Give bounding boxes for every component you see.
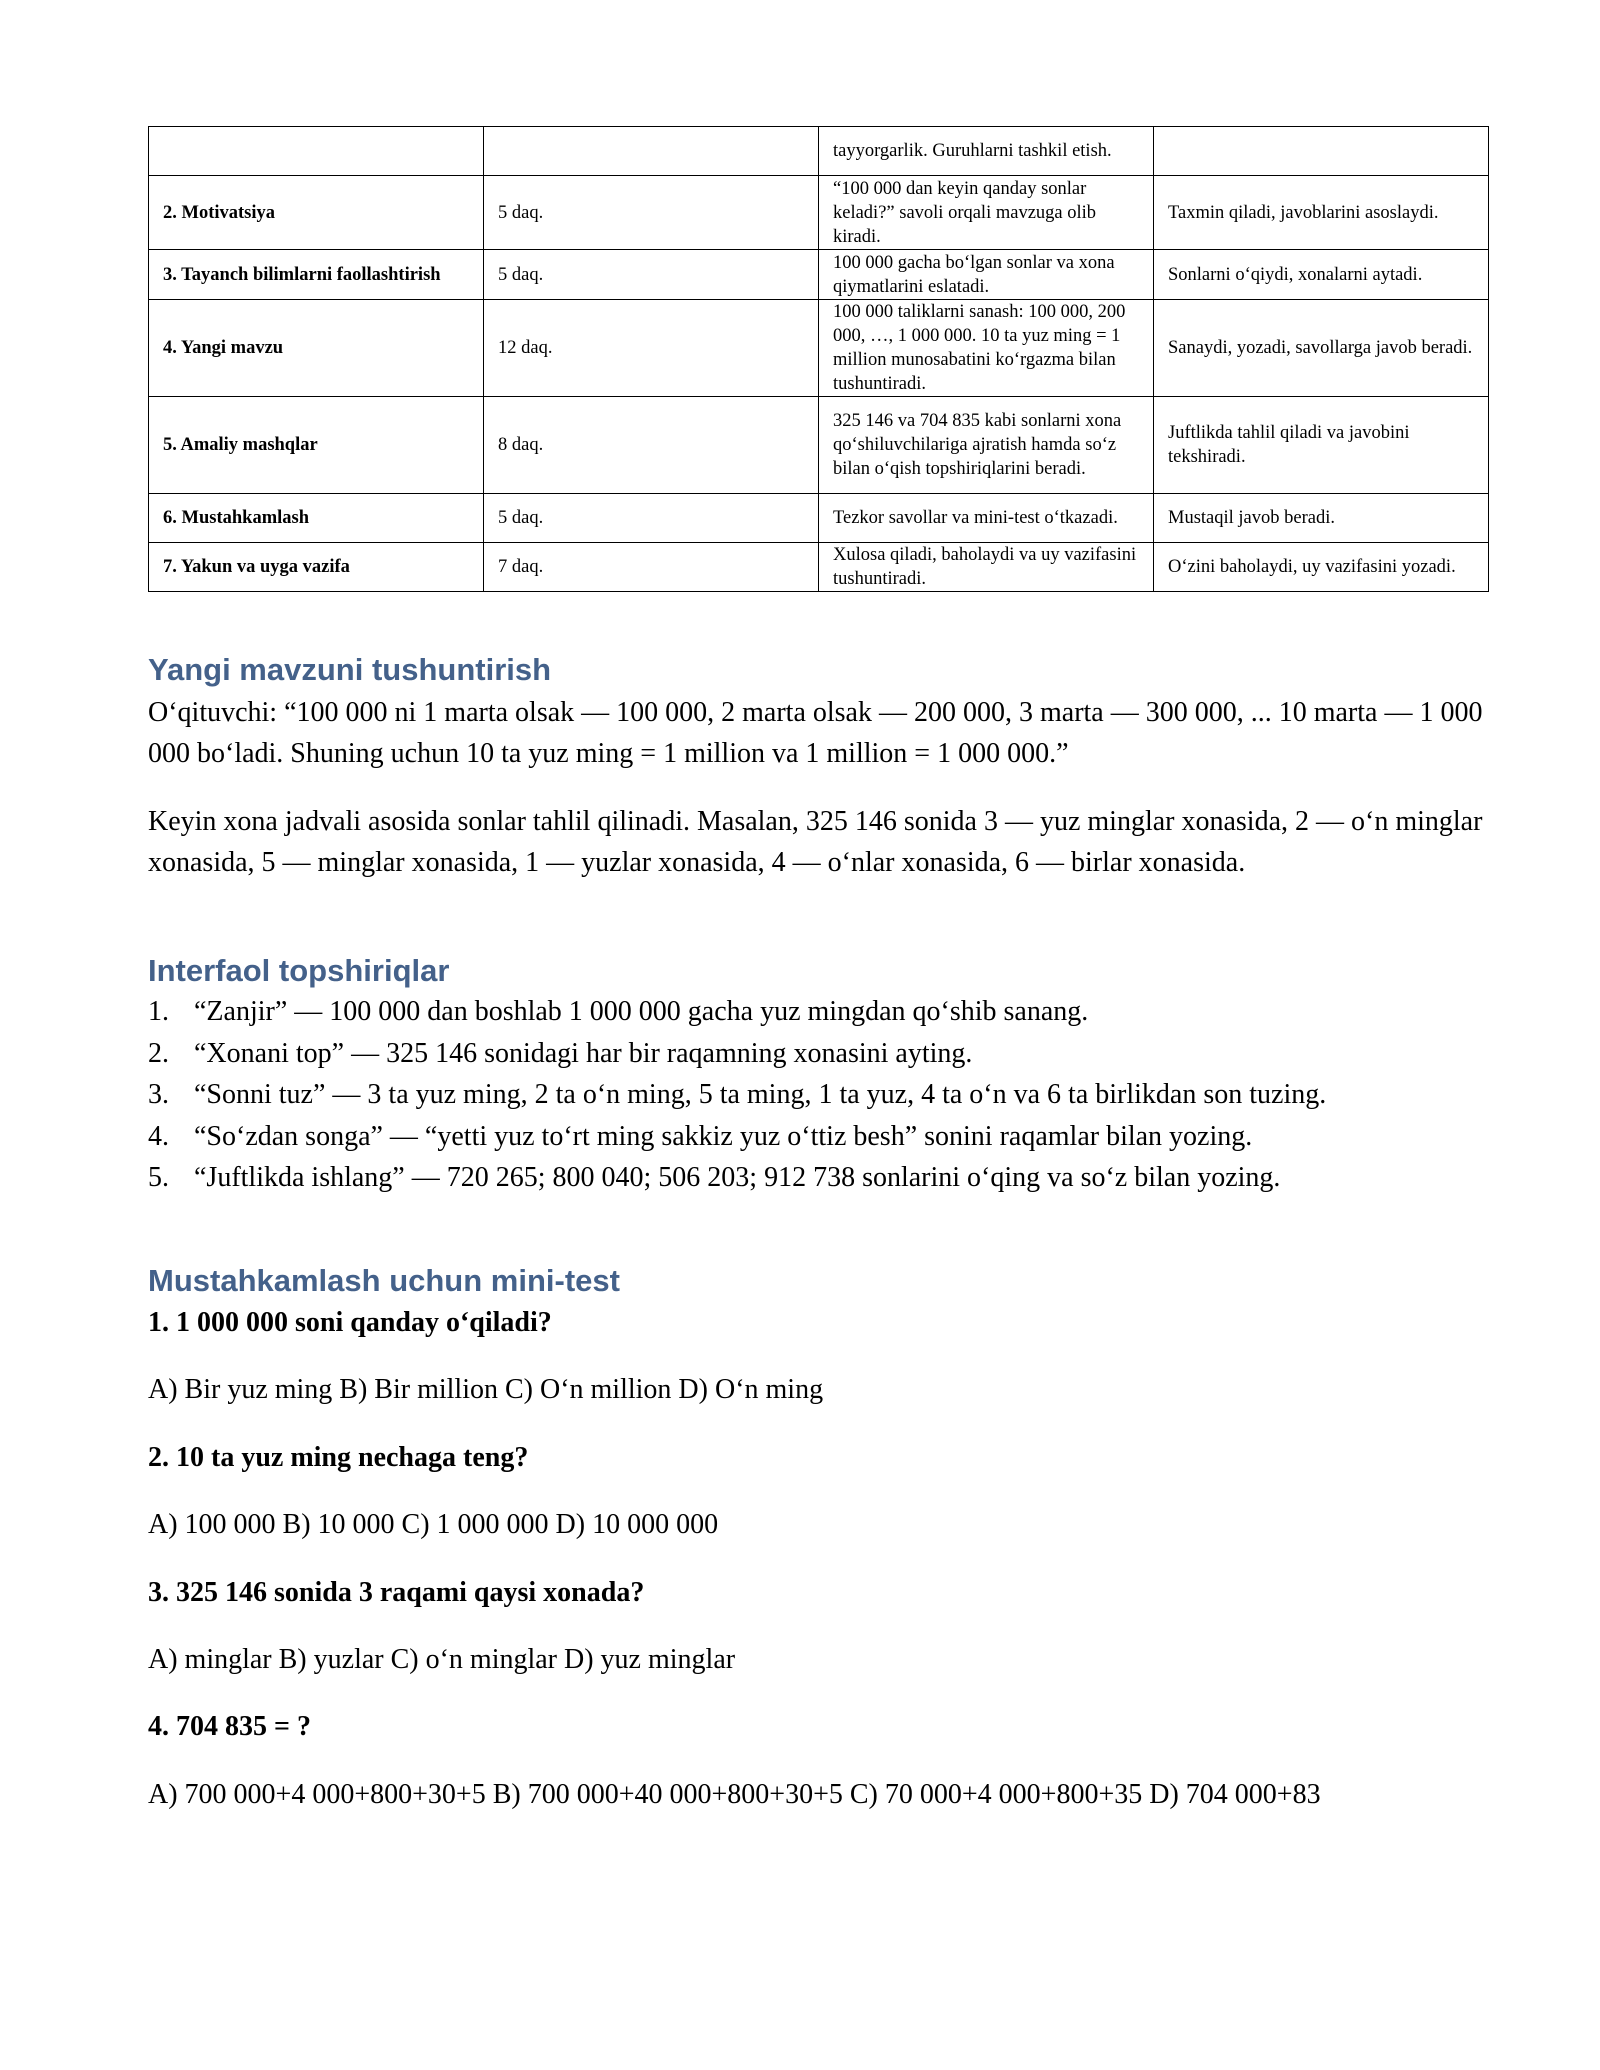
test-options: A) 700 000+4 000+800+30+5 B) 700 000+40 000+800+30+5 C) 70 000+4 000+800+35 D) 704 000+83: [148, 1778, 1321, 1810]
list-item: [148, 1033, 1488, 1075]
lesson-plan-table: [148, 126, 1489, 592]
time-cell: [484, 127, 819, 176]
table-row: [149, 494, 1489, 543]
table-row: [149, 127, 1489, 176]
table-row: [149, 250, 1489, 300]
stage-cell: 2. Motivatsiya: [149, 176, 484, 250]
stage-cell: 7. Yakun va uyga vazifa: [149, 543, 484, 592]
test-question: 1. 1 000 000 soni qanday o‘qiladi?: [148, 1306, 552, 1338]
time-cell: 5 daq.: [484, 176, 819, 250]
teacher-activity-cell: 100 000 gacha bo‘lgan sonlar va xona qiymatlarini eslatadi.: [819, 250, 1154, 300]
list-item-text: “Xonani top” — 325 146 sonidagi har bir raqamning xonasini ayting.: [194, 1037, 973, 1069]
stage-cell: [149, 127, 484, 176]
list-item-text: “Juftlikda ishlang” — 720 265; 800 040; 506 203; 912 738 sonlarini o‘qing va so‘z bilan yozing.: [194, 1162, 1281, 1193]
list-item-text: “Sonni tuz” — 3 ta yuz ming, 2 ta o‘n ming, 5 ta ming, 1 ta yuz, 4 ta o‘n va 6 ta birlikdan son tuzing.: [194, 1079, 1327, 1110]
list-number: 5.: [148, 1162, 169, 1193]
table-row: [149, 300, 1489, 397]
list-number: 4.: [148, 1120, 169, 1152]
section-heading-new-topic: Yangi mavzuni tushuntirish: [148, 652, 552, 687]
test-question: 4. 704 835 = ?: [148, 1710, 311, 1742]
test-options: A) Bir yuz ming B) Bir million C) O‘n million D) O‘n ming: [148, 1373, 824, 1405]
stage-cell: 5. Amaliy mashqlar: [149, 397, 484, 494]
table-row: [149, 397, 1489, 494]
teacher-activity-cell: tayyorgarlik. Guruhlarni tashkil etish.: [819, 127, 1154, 176]
task-list: [148, 991, 1488, 1199]
paragraph: Keyin xona jadvali asosida sonlar tahlil qilinadi. Masalan, 325 146 sonida 3 — yuz minglar xonasida, 2 — o‘n minglar xonasida, 5 — minglar xonasida, 1 — yuzlar xonasida, 4 — o‘nlar xonasida, 6 — birlar xonasida.: [148, 806, 1483, 878]
student-activity-cell: Sonlarni o‘qiydi, xonalarni aytadi.: [1154, 250, 1489, 300]
teacher-activity-cell: 325 146 va 704 835 kabi sonlarni xona qo‘shiluvchilariga ajratish hamda so‘z bilan o‘qish topshiriqlarini beradi.: [819, 397, 1154, 494]
list-item: [148, 1074, 1488, 1116]
list-number: 1.: [148, 996, 169, 1027]
student-activity-cell: Mustaqil javob beradi.: [1154, 494, 1489, 543]
time-cell: 7 daq.: [484, 543, 819, 592]
student-activity-cell: [1154, 127, 1489, 176]
teacher-activity-cell: 100 000 taliklarni sanash: 100 000, 200 000, …, 1 000 000. 10 ta yuz ming = 1 million munosabatini ko‘rgazma bilan tushuntiradi.: [819, 300, 1154, 397]
test-options: A) 100 000 B) 10 000 C) 1 000 000 D) 10 000 000: [148, 1508, 719, 1540]
list-number: 3.: [148, 1079, 169, 1110]
student-activity-cell: O‘zini baholaydi, uy vazifasini yozadi.: [1154, 543, 1489, 592]
test-question: 2. 10 ta yuz ming nechaga teng?: [148, 1441, 529, 1473]
stage-cell: 6. Mustahkamlash: [149, 494, 484, 543]
stage-cell: 3. Tayanch bilimlarni faollashtirish: [149, 250, 484, 300]
time-cell: 5 daq.: [484, 494, 819, 543]
list-item: [148, 1116, 1488, 1158]
table-row: [149, 176, 1489, 250]
test-question: 3. 325 146 sonida 3 raqami qaysi xonada?: [148, 1576, 645, 1608]
document-page: [148, 126, 1488, 1815]
student-activity-cell: Sanaydi, yozadi, savollarga javob beradi.: [1154, 300, 1489, 397]
section-heading-tasks: Interfaol topshiriqlar: [148, 953, 450, 988]
teacher-activity-cell: Xulosa qiladi, baholaydi va uy vazifasini tushuntiradi.: [819, 543, 1154, 592]
table-row: [149, 543, 1489, 592]
list-number: 2.: [148, 1037, 169, 1069]
time-cell: 12 daq.: [484, 300, 819, 397]
test-options: A) minglar B) yuzlar C) o‘n minglar D) yuz minglar: [148, 1643, 736, 1675]
time-cell: 8 daq.: [484, 397, 819, 494]
paragraph: O‘qituvchi: “100 000 ni 1 marta olsak — 100 000, 2 marta olsak — 200 000, 3 marta — 300 000, ... 10 marta — 1 000 000 bo‘ladi. Shuning uchun 10 ta yuz ming = 1 million va 1 million = 1 000 000.”: [148, 697, 1483, 769]
student-activity-cell: Taxmin qiladi, javoblarini asoslaydi.: [1154, 176, 1489, 250]
list-item-text: “Zanjir” — 100 000 dan boshlab 1 000 000 gacha yuz mingdan qo‘shib sanang.: [194, 996, 1089, 1027]
time-cell: 5 daq.: [484, 250, 819, 300]
teacher-activity-cell: Tezkor savollar va mini-test o‘tkazadi.: [819, 494, 1154, 543]
teacher-activity-cell: “100 000 dan keyin qanday sonlar keladi?” savoli orqali mavzuga olib kiradi.: [819, 176, 1154, 250]
list-item: [148, 991, 1488, 1033]
list-item: [148, 1157, 1488, 1199]
section-heading-mini-test: Mustahkamlash uchun mini-test: [148, 1262, 620, 1298]
stage-cell: 4. Yangi mavzu: [149, 300, 484, 397]
student-activity-cell: Juftlikda tahlil qiladi va javobini tekshiradi.: [1154, 397, 1489, 494]
list-item-text: “So‘zdan songa” — “yetti yuz to‘rt ming sakkiz yuz o‘ttiz besh” sonini raqamlar bilan yozing.: [194, 1120, 1253, 1152]
